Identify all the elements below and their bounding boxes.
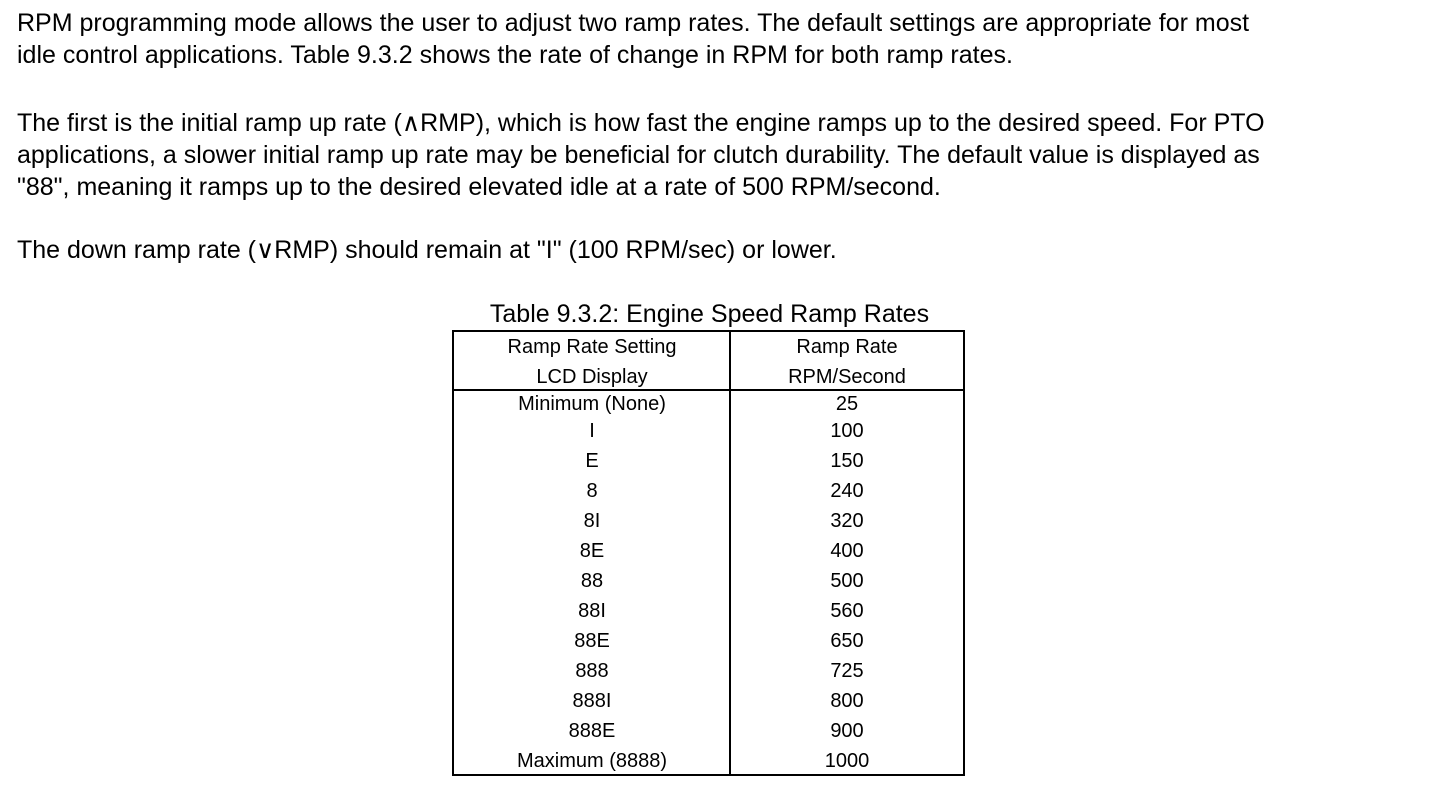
setting-cell: 8E	[579, 540, 605, 562]
text-line: applications, a slower initial ramp up rate may be beneficial for clutch durability. The default value is displayed as	[17, 141, 1260, 169]
setting-cell: 888I	[572, 690, 612, 712]
rate-cell: 725	[830, 660, 864, 682]
rate-cell: 320	[830, 510, 864, 532]
rate-column	[731, 390, 963, 776]
setting-cell: E	[585, 450, 599, 472]
text-line: The down ramp rate (∨RMP) should remain at "I" (100 RPM/sec) or lower.	[17, 236, 837, 264]
header-rate-line2: RPM/Second	[788, 366, 906, 388]
header-rate-line1: Ramp Rate	[796, 336, 898, 358]
setting-cell: 88I	[578, 600, 606, 622]
header-setting	[454, 332, 730, 392]
setting-column	[454, 390, 730, 776]
ramp-rate-table	[452, 330, 965, 776]
rate-cell: 400	[830, 540, 864, 562]
setting-cell: 888	[575, 660, 609, 682]
rate-cell: 25	[835, 393, 859, 415]
rate-cell: 500	[830, 570, 864, 592]
rate-cell: 650	[830, 630, 864, 652]
setting-cell: Minimum (None)	[518, 393, 666, 415]
ramp-up-paragraph	[17, 107, 1265, 203]
setting-cell: 88	[580, 570, 604, 592]
rate-cell: 150	[830, 450, 864, 472]
text-line: RPM programming mode allows the user to adjust two ramp rates. The default settings are appropriate for most	[17, 9, 1250, 37]
ramp-down-paragraph	[17, 234, 837, 266]
header-setting-line1: Ramp Rate Setting	[507, 336, 677, 358]
setting-cell: 8	[586, 480, 598, 502]
setting-cell: 888E	[568, 720, 616, 742]
rate-cell: 800	[830, 690, 864, 712]
setting-cell: I	[589, 420, 595, 442]
text-line: "88", meaning it ramps up to the desired elevated idle at a rate of 500 RPM/second.	[17, 173, 941, 201]
table-caption: Table 9.3.2: Engine Speed Ramp Rates	[489, 300, 930, 328]
rate-cell: 100	[830, 420, 864, 442]
rate-cell: 560	[830, 600, 864, 622]
setting-cell: 8I	[583, 510, 601, 532]
rate-cell: 1000	[824, 750, 870, 772]
rate-cell: 900	[830, 720, 864, 742]
header-setting-line2: LCD Display	[536, 366, 648, 388]
text-line: The first is the initial ramp up rate (∧RMP), which is how fast the engine ramps up to the desired speed. For PTO	[17, 109, 1265, 137]
setting-cell: Maximum (8888)	[516, 750, 668, 772]
header-rate	[731, 332, 963, 392]
rate-cell: 240	[830, 480, 864, 502]
setting-cell: 88E	[574, 630, 610, 652]
intro-paragraph	[17, 7, 1249, 71]
text-line: idle control applications. Table 9.3.2 shows the rate of change in RPM for both ramp rates.	[17, 41, 1013, 69]
